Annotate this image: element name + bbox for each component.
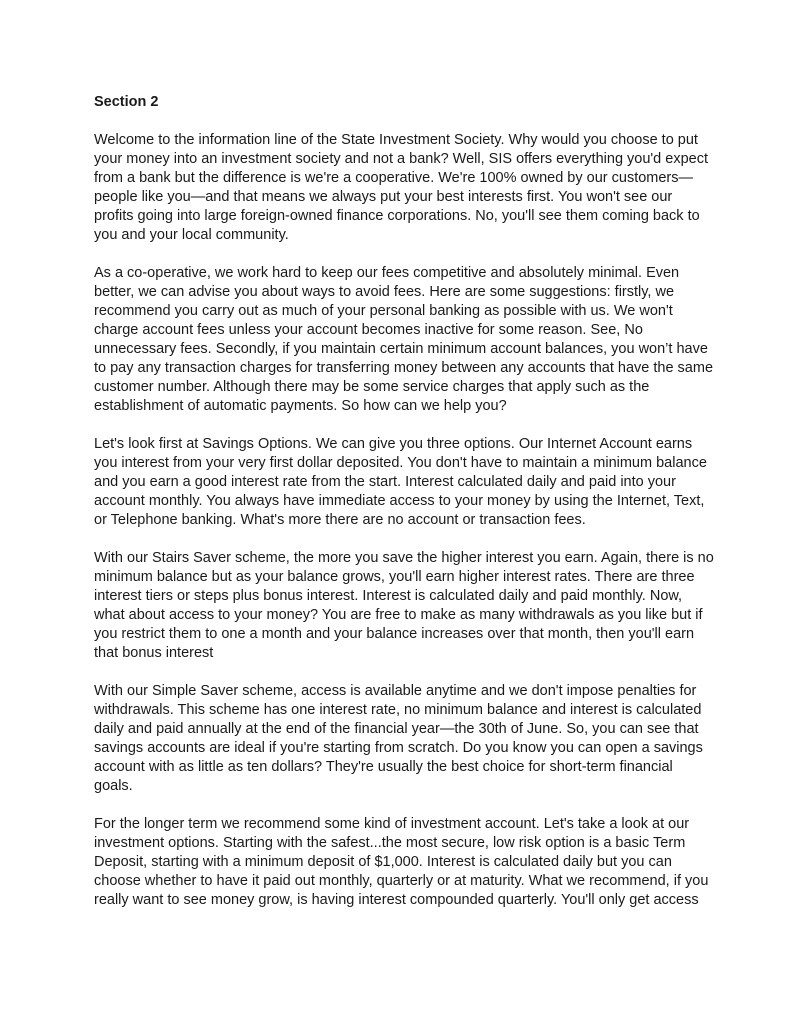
paragraph-intro: Welcome to the information line of the State Investment Society. Why would you choose to put your money into an investment society and not a bank? Well, SIS offers everything you'd expect from a bank but the difference is we're a cooperative. We're 100% owned by our customers—people like you—and that means we always put your best interests first. You won't see our profits going into large foreign-owned finance corporations. No, you'll see them coming back to you and your local community.	[94, 132, 708, 243]
paragraph-savings-options: Let's look first at Savings Options. We can give you three options. Our Internet Account earns you interest from your very first dollar deposited. You don't have to maintain a minimum balance and you earn a good interest rate from the start. Interest calculated daily and paid into your account monthly. You always have immediate access to your money by using the Internet, Text, or Telephone banking. What's more there are no account or transaction fees.	[94, 436, 707, 528]
document-body	[94, 93, 714, 929]
section-title: Section 2	[94, 94, 159, 110]
paragraph-stairs-saver: With our Stairs Saver scheme, the more you save the higher interest you earn. Again, there is no minimum balance but as your balance grows, you'll earn higher interest rates. There are three interest tiers or steps plus bonus interest. Interest is calculated daily and paid monthly. Now, what about access to your money? You are free to make as many withdrawals as you like but if you restrict them to one a month and your balance increases over that month, then you'll earn that bonus interest	[94, 550, 714, 661]
paragraph-fees: As a co-operative, we work hard to keep our fees competitive and absolutely minimal. Even better, we can advise you about ways to avoid fees. Here are some suggestions: firstly, we recommend you carry out as much of your personal banking as possible with us. We won't charge account fees unless your account becomes inactive for some reason. See, No unnecessary fees. Secondly, if you maintain certain minimum account balances, you won’t have to pay any transaction charges for transferring money between any accounts that have the same customer number. Although there may be some service charges that apply such as the establishment of automatic payments. So how can we help you?	[94, 265, 714, 414]
paragraph-simple-saver: With our Simple Saver scheme, access is available anytime and we don't impose penalties for withdrawals. This scheme has one interest rate, no minimum balance and interest is calculated daily and paid annually at the end of the financial year—the 30th of June. So, you can see that savings accounts are ideal if you're starting from scratch. Do you know you can open a savings account with as little as ten dollars? They're usually the best choice for short-term financial goals.	[94, 683, 703, 794]
paragraph-investment-options: For the longer term we recommend some kind of investment account. Let's take a look at our investment options. Starting with the safest...the most secure, low risk option is a basic Term Deposit, starting with a minimum deposit of $1,000. Interest is calculated daily but you can choose whether to have it paid out monthly, quarterly or at maturity. What we recommend, if you really want to see money grow, is having interest compounded quarterly. You'll only get access	[94, 816, 709, 908]
